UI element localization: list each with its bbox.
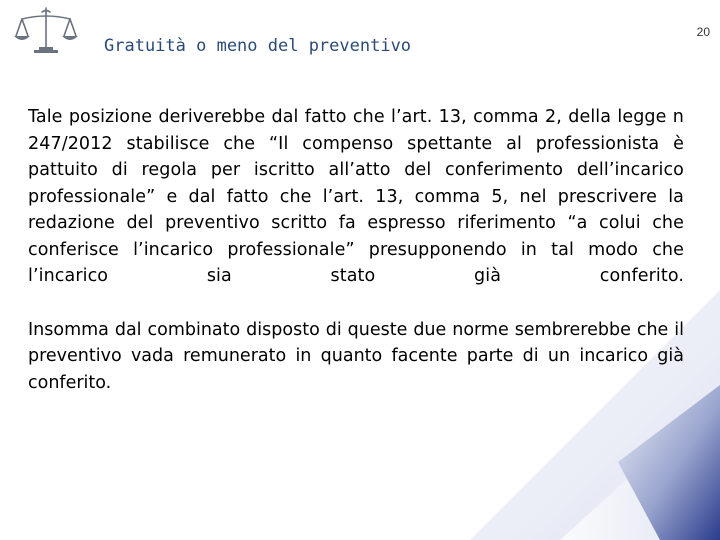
page-number: 20 [696, 25, 710, 39]
paragraph-1: Tale posizione deriverebbe dal fatto che l’art. 13, comma 2, della legge n 247/2012 stabilisce che “Il compenso spettante al professionista è pattuito di regola per iscritto all’atto del conferimento dell’incarico professionale” e dal fatto che l’art. 13, comma 5, nel prescrivere la redazione del preventivo scritto fa espresso riferimento “a colui che conferisce l’incarico professionale” presupponendo in tal modo che l’incarico sia stato già conferito. [28, 107, 684, 286]
scales-of-justice-icon [12, 4, 80, 62]
body-text [28, 104, 684, 396]
paragraph-2: Insomma dal combinato disposto di queste due norme sembrerebbe che il preventivo vada remunerato in quanto facente parte di un incarico già conferito. [28, 319, 684, 393]
page-title: Gratuità o meno del preventivo [104, 36, 412, 56]
